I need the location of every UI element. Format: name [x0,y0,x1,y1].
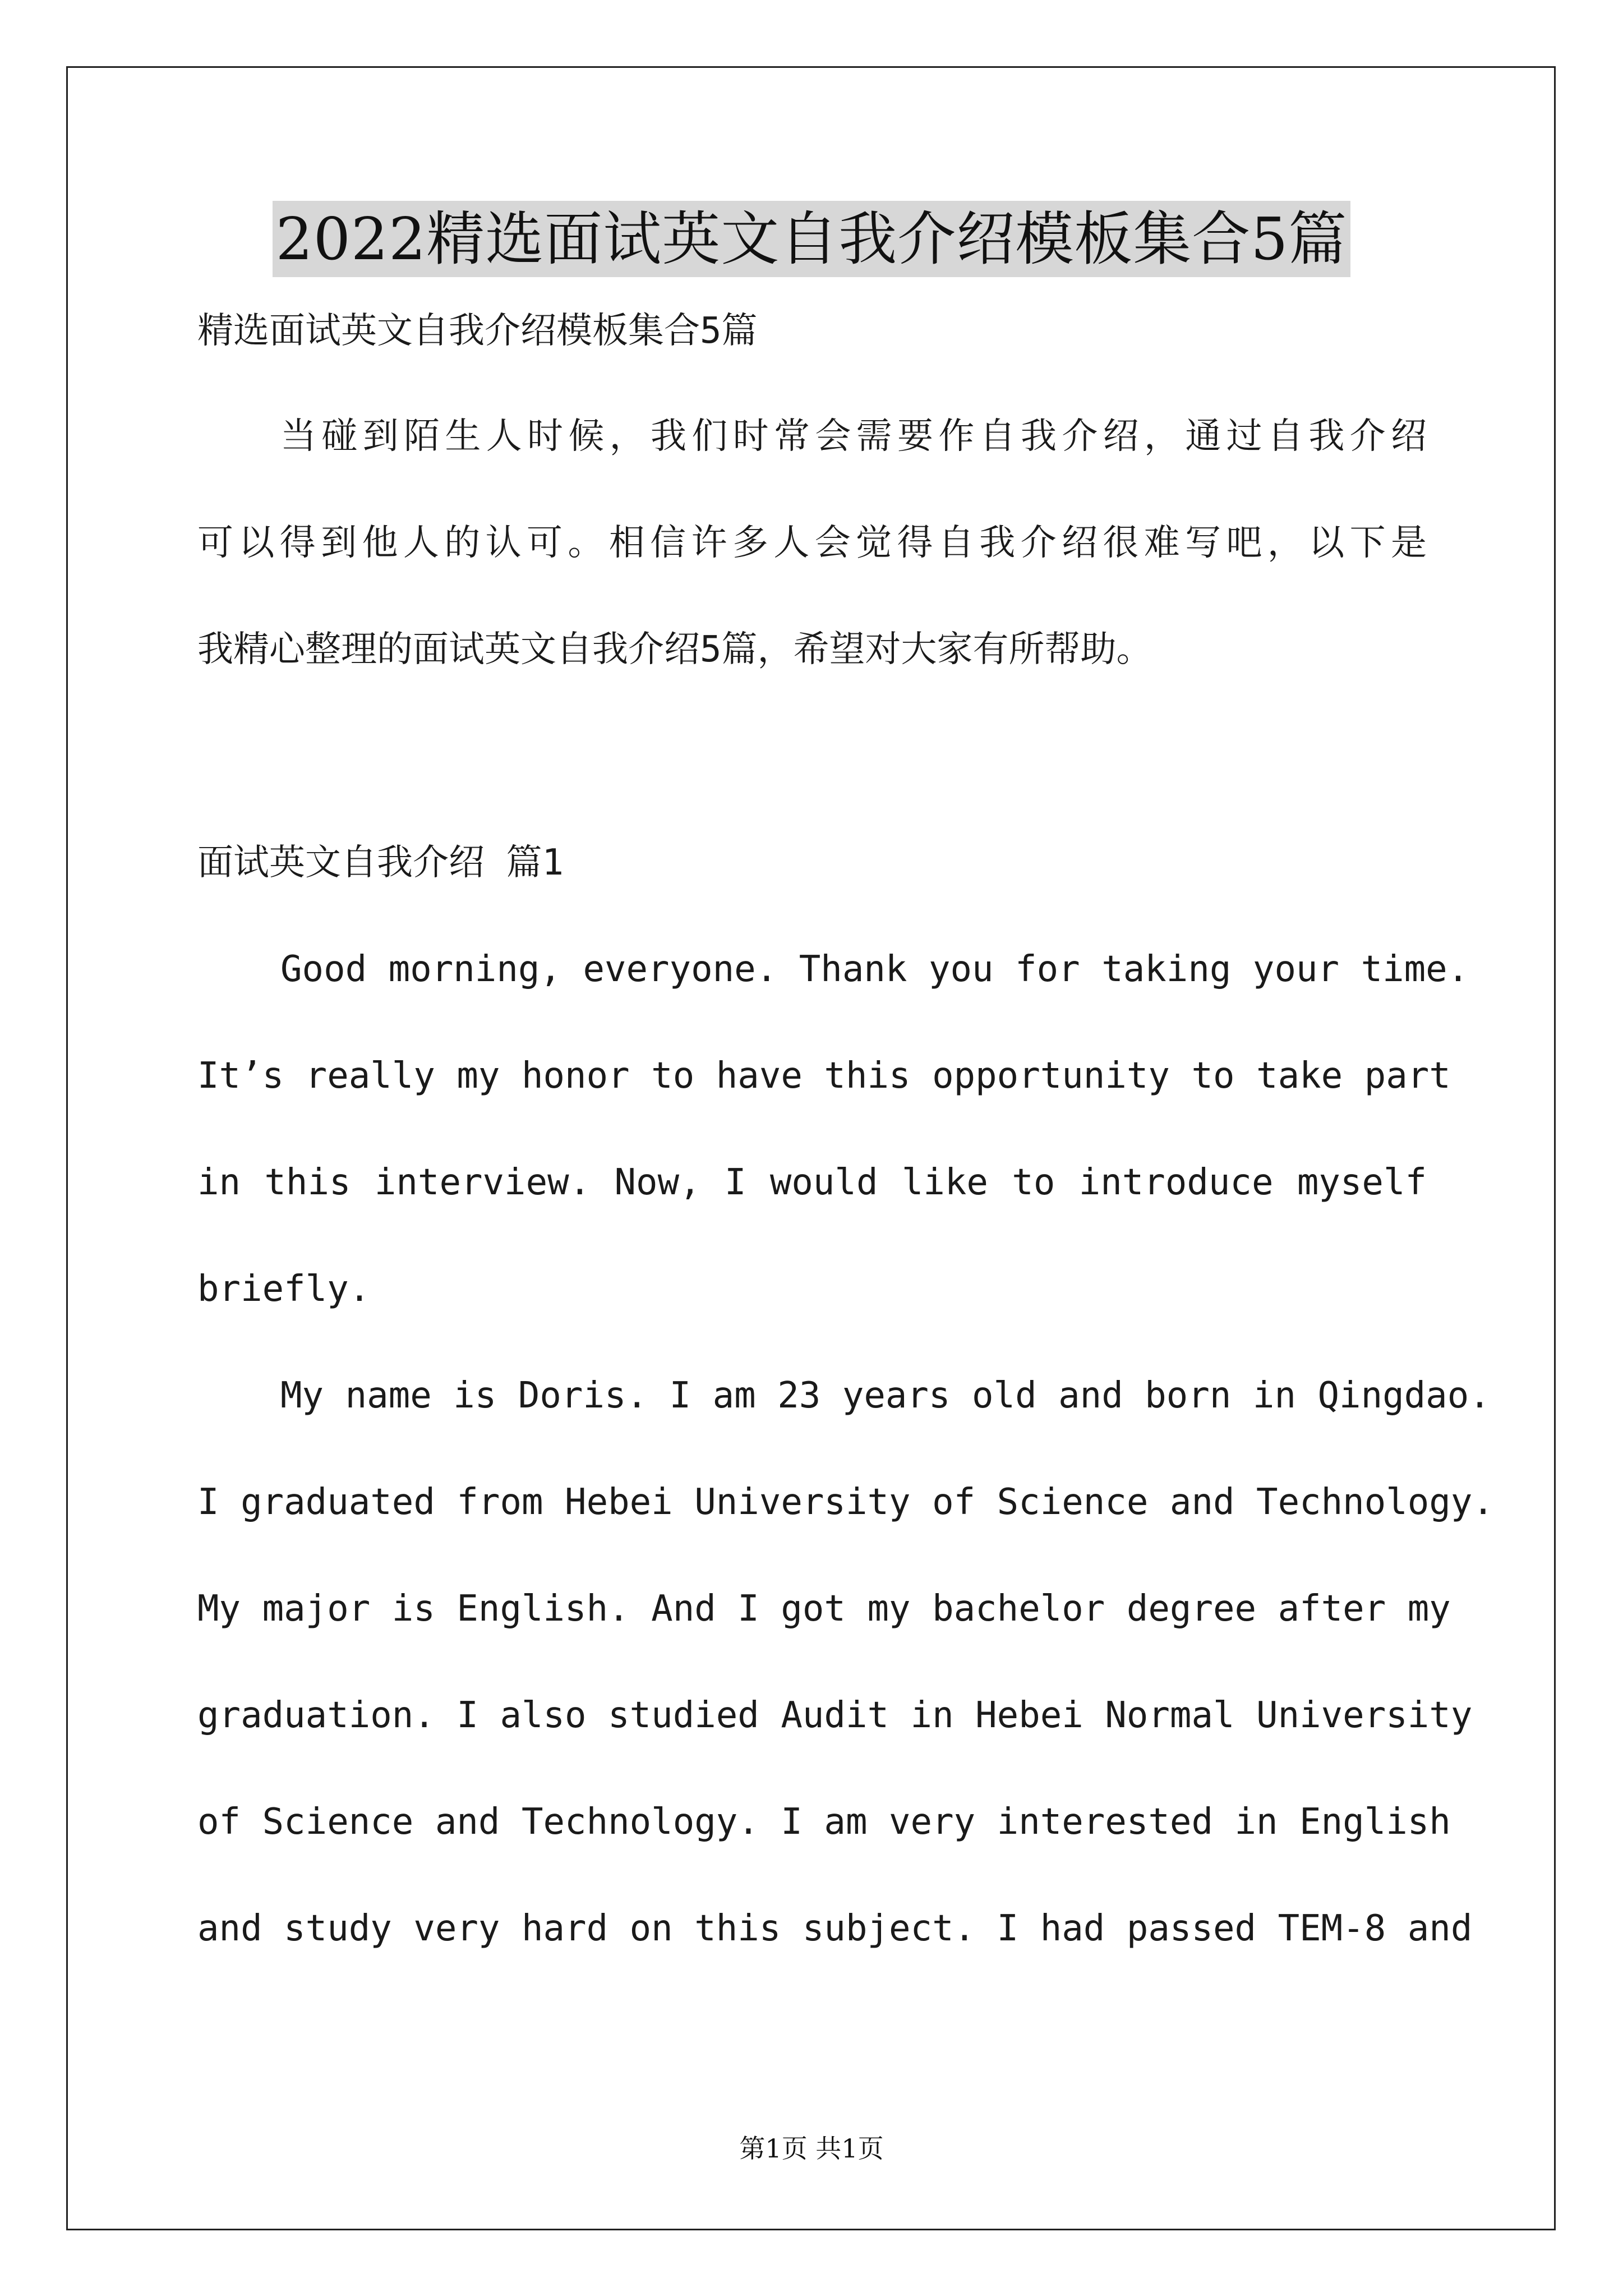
paragraph-line: and study very hard on this subject. I had passed TEM-8 and [197,1908,1473,1949]
document-subtitle: 精选面试英文自我介绍模板集合5篇 [197,310,758,352]
paragraph-line: briefly. [197,1268,371,1310]
paragraph-line: of Science and Technology. I am very interested in English [197,1801,1451,1843]
paragraph-line: My name is Doris. I am 23 years old and born in Qingdao. [280,1375,1491,1416]
paragraph-line: graduation. I also studied Audit in Hebei Normal University [197,1695,1473,1736]
document-title: 2022精选面试英文自我介绍模板集合5篇 [273,201,1351,277]
paragraph-line: Good morning, everyone. Thank you for taking your time. [280,949,1469,990]
intro-line: 当碰到陌生人时候，我们时常会需要作自我介绍，通过自我介绍 [280,416,1427,457]
intro-line: 我精心整理的面试英文自我介绍5篇，希望对大家有所帮助。 [197,629,1152,670]
paragraph-line: in this interview. Now, I would like to introduce myself [197,1162,1427,1203]
paragraph-line: My major is English. And I got my bachelor degree after my [197,1588,1451,1630]
section-heading: 面试英文自我介绍 篇1 [197,842,564,884]
page-footer: 第1页 共1页 [739,2133,884,2164]
intro-line: 可以得到他人的认可。相信许多人会觉得自我介绍很难写吧，以下是 [197,522,1427,564]
paragraph-line: I graduated from Hebei University of Science and Technology. [197,1481,1494,1523]
paragraph-line: It’s really my honor to have this opportunity to take part [197,1055,1451,1097]
title-container [0,201,1623,277]
